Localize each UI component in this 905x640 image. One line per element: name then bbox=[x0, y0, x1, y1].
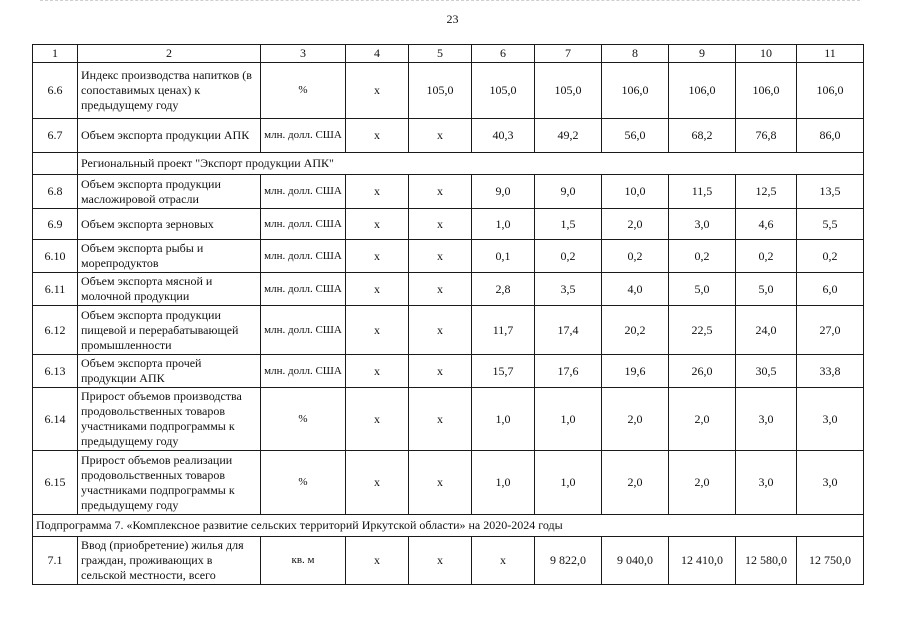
value-cell: 0,2 bbox=[535, 240, 602, 273]
table-row bbox=[33, 451, 864, 515]
value-cell: 0,1 bbox=[472, 240, 535, 273]
value-cell: 9 040,0 bbox=[602, 537, 669, 585]
row-number: 7.1 bbox=[33, 537, 78, 585]
value-cell: 2,0 bbox=[602, 451, 669, 515]
row-number: 6.9 bbox=[33, 209, 78, 240]
value-cell: 4,6 bbox=[736, 209, 797, 240]
value-cell: x bbox=[409, 537, 472, 585]
value-cell: 9,0 bbox=[535, 175, 602, 209]
indicator-name: Объем экспорта рыбы и морепродуктов bbox=[78, 240, 261, 273]
value-cell: 22,5 bbox=[669, 306, 736, 355]
value-cell: 27,0 bbox=[797, 306, 864, 355]
value-cell: 24,0 bbox=[736, 306, 797, 355]
row-number: 6.7 bbox=[33, 119, 78, 153]
value-cell: 106,0 bbox=[602, 63, 669, 119]
column-number: 8 bbox=[602, 45, 669, 63]
indicator-name: Объем экспорта зерновых bbox=[78, 209, 261, 240]
table-row bbox=[33, 273, 864, 306]
value-cell: x bbox=[409, 209, 472, 240]
value-cell: 11,7 bbox=[472, 306, 535, 355]
value-cell: x bbox=[346, 388, 409, 451]
value-cell: 5,0 bbox=[669, 273, 736, 306]
unit-cell: % bbox=[261, 63, 346, 119]
value-cell: 33,8 bbox=[797, 355, 864, 388]
page-number: 23 bbox=[446, 12, 459, 26]
unit-cell: млн. долл. США bbox=[261, 306, 346, 355]
value-cell: 0,2 bbox=[669, 240, 736, 273]
unit-cell: млн. долл. США bbox=[261, 273, 346, 306]
indicators-table bbox=[32, 44, 864, 585]
indicator-name: Прирост объемов производства продовольственных товаров участниками подпрограммы к предыдущему году bbox=[78, 388, 261, 451]
value-cell: x bbox=[346, 306, 409, 355]
value-cell: x bbox=[346, 119, 409, 153]
value-cell: 2,0 bbox=[669, 451, 736, 515]
value-cell: 105,0 bbox=[472, 63, 535, 119]
value-cell: x bbox=[409, 175, 472, 209]
value-cell: 105,0 bbox=[409, 63, 472, 119]
table-row bbox=[33, 306, 864, 355]
value-cell: x bbox=[409, 388, 472, 451]
value-cell: 3,0 bbox=[736, 388, 797, 451]
table-row bbox=[33, 537, 864, 585]
value-cell: 20,2 bbox=[602, 306, 669, 355]
unit-cell: млн. долл. США bbox=[261, 355, 346, 388]
value-cell: 9 822,0 bbox=[535, 537, 602, 585]
value-cell: 17,6 bbox=[535, 355, 602, 388]
value-cell: 1,5 bbox=[535, 209, 602, 240]
column-number-header bbox=[33, 45, 864, 63]
unit-cell: млн. долл. США bbox=[261, 209, 346, 240]
value-cell: 4,0 bbox=[602, 273, 669, 306]
indicator-name: Объем экспорта продукции АПК bbox=[78, 119, 261, 153]
value-cell: 9,0 bbox=[472, 175, 535, 209]
unit-cell: % bbox=[261, 451, 346, 515]
value-cell: x bbox=[409, 451, 472, 515]
value-cell: 12 580,0 bbox=[736, 537, 797, 585]
value-cell: 1,0 bbox=[472, 388, 535, 451]
value-cell: x bbox=[346, 240, 409, 273]
table-row bbox=[33, 355, 864, 388]
value-cell: 1,0 bbox=[535, 388, 602, 451]
value-cell: 40,3 bbox=[472, 119, 535, 153]
value-cell: 3,0 bbox=[736, 451, 797, 515]
indicator-name: Объем экспорта продукции масложировой отрасли bbox=[78, 175, 261, 209]
column-number: 9 bbox=[669, 45, 736, 63]
value-cell: x bbox=[346, 355, 409, 388]
value-cell: x bbox=[409, 119, 472, 153]
value-cell: 3,5 bbox=[535, 273, 602, 306]
top-divider bbox=[40, 0, 860, 1]
column-number: 1 bbox=[33, 45, 78, 63]
value-cell: 2,0 bbox=[669, 388, 736, 451]
table-row bbox=[33, 388, 864, 451]
value-cell: 2,8 bbox=[472, 273, 535, 306]
value-cell: 12 750,0 bbox=[797, 537, 864, 585]
value-cell: 49,2 bbox=[535, 119, 602, 153]
row-number: 6.14 bbox=[33, 388, 78, 451]
empty-cell bbox=[33, 153, 78, 175]
column-number: 7 bbox=[535, 45, 602, 63]
row-number: 6.10 bbox=[33, 240, 78, 273]
unit-cell: млн. долл. США bbox=[261, 240, 346, 273]
value-cell: x bbox=[346, 63, 409, 119]
value-cell: 26,0 bbox=[669, 355, 736, 388]
indicator-name: Объем экспорта продукции пищевой и перерабатывающей промышленности bbox=[78, 306, 261, 355]
column-number: 10 bbox=[736, 45, 797, 63]
value-cell: 15,7 bbox=[472, 355, 535, 388]
value-cell: x bbox=[409, 240, 472, 273]
column-number: 5 bbox=[409, 45, 472, 63]
value-cell: 12 410,0 bbox=[669, 537, 736, 585]
value-cell: 106,0 bbox=[669, 63, 736, 119]
value-cell: 5,5 bbox=[797, 209, 864, 240]
unit-cell: % bbox=[261, 388, 346, 451]
indicator-name: Объем экспорта мясной и молочной продукции bbox=[78, 273, 261, 306]
value-cell: 3,0 bbox=[797, 451, 864, 515]
regional-project-title-row bbox=[33, 153, 864, 175]
value-cell: 13,5 bbox=[797, 175, 864, 209]
unit-cell: млн. долл. США bbox=[261, 119, 346, 153]
value-cell: x bbox=[346, 537, 409, 585]
value-cell: 56,0 bbox=[602, 119, 669, 153]
value-cell: 68,2 bbox=[669, 119, 736, 153]
value-cell: 12,5 bbox=[736, 175, 797, 209]
value-cell: 106,0 bbox=[736, 63, 797, 119]
value-cell: 3,0 bbox=[797, 388, 864, 451]
value-cell: 10,0 bbox=[602, 175, 669, 209]
table-row bbox=[33, 175, 864, 209]
unit-cell: млн. долл. США bbox=[261, 175, 346, 209]
value-cell: 0,2 bbox=[602, 240, 669, 273]
column-number: 2 bbox=[78, 45, 261, 63]
value-cell: x bbox=[409, 306, 472, 355]
value-cell: 0,2 bbox=[736, 240, 797, 273]
indicator-name: Индекс производства напитков (в сопоставимых ценах) к предыдущему году bbox=[78, 63, 261, 119]
value-cell: 1,0 bbox=[472, 451, 535, 515]
value-cell: 19,6 bbox=[602, 355, 669, 388]
indicator-name: Объем экспорта прочей продукции АПК bbox=[78, 355, 261, 388]
value-cell: x bbox=[472, 537, 535, 585]
value-cell: 106,0 bbox=[797, 63, 864, 119]
value-cell: 1,0 bbox=[535, 451, 602, 515]
value-cell: 2,0 bbox=[602, 388, 669, 451]
value-cell: x bbox=[346, 209, 409, 240]
value-cell: x bbox=[346, 451, 409, 515]
row-number: 6.13 bbox=[33, 355, 78, 388]
value-cell: 6,0 bbox=[797, 273, 864, 306]
row-number: 6.15 bbox=[33, 451, 78, 515]
value-cell: 1,0 bbox=[472, 209, 535, 240]
value-cell: x bbox=[346, 273, 409, 306]
value-cell: 11,5 bbox=[669, 175, 736, 209]
row-number: 6.8 bbox=[33, 175, 78, 209]
value-cell: 86,0 bbox=[797, 119, 864, 153]
value-cell: x bbox=[409, 355, 472, 388]
table-row bbox=[33, 119, 864, 153]
value-cell: 105,0 bbox=[535, 63, 602, 119]
value-cell: 30,5 bbox=[736, 355, 797, 388]
column-number: 4 bbox=[346, 45, 409, 63]
value-cell: 5,0 bbox=[736, 273, 797, 306]
indicator-name: Прирост объемов реализации продовольственных товаров участниками подпрограммы к предыдущему году bbox=[78, 451, 261, 515]
column-number: 6 bbox=[472, 45, 535, 63]
subprogram-title: Подпрограмма 7. «Комплексное развитие сельских территорий Иркутской области» на 2020-2024 годы bbox=[33, 515, 864, 537]
value-cell: 76,8 bbox=[736, 119, 797, 153]
value-cell: 3,0 bbox=[669, 209, 736, 240]
row-number: 6.6 bbox=[33, 63, 78, 119]
table-row bbox=[33, 240, 864, 273]
unit-cell: кв. м bbox=[261, 537, 346, 585]
value-cell: x bbox=[346, 175, 409, 209]
subprogram-title-row bbox=[33, 515, 864, 537]
table-row bbox=[33, 209, 864, 240]
table-row bbox=[33, 63, 864, 119]
value-cell: 2,0 bbox=[602, 209, 669, 240]
indicator-name: Ввод (приобретение) жилья для граждан, проживающих в сельской местности, всего bbox=[78, 537, 261, 585]
table-body bbox=[33, 45, 864, 585]
value-cell: 0,2 bbox=[797, 240, 864, 273]
value-cell: 17,4 bbox=[535, 306, 602, 355]
regional-project-title: Региональный проект "Экспорт продукции АПК" bbox=[78, 153, 864, 175]
column-number: 11 bbox=[797, 45, 864, 63]
column-number: 3 bbox=[261, 45, 346, 63]
value-cell: x bbox=[409, 273, 472, 306]
row-number: 6.12 bbox=[33, 306, 78, 355]
row-number: 6.11 bbox=[33, 273, 78, 306]
